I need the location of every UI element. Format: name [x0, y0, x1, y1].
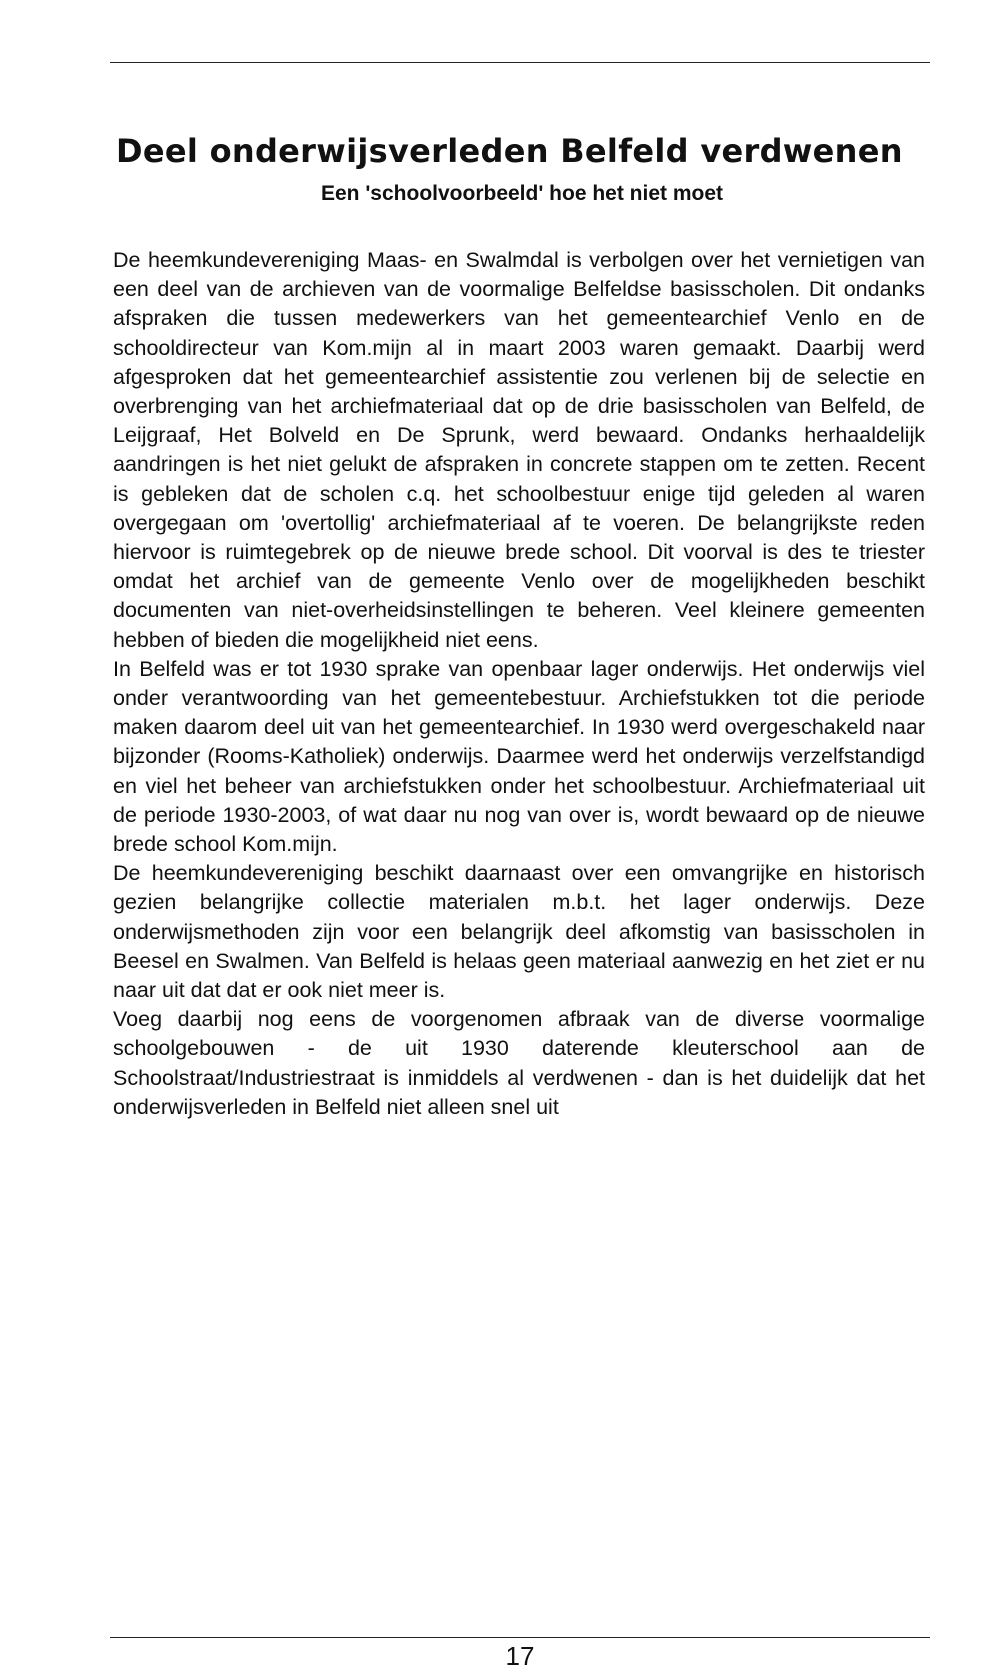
article-title: Deel onderwijsverleden Belfeld verdwenen: [116, 132, 903, 170]
top-rule: [110, 62, 930, 63]
paragraph: Voeg daarbij nog eens de voorgenomen afbraak van de diverse voormalige schoolgebouwen - de uit 1930 daterende kleuterschool aan de Schoolstraat/Industriestraat is inmiddels al verdwenen - dan is het duidelijk dat het onderwijsverleden in Belfeld niet alleen snel uit: [113, 1007, 925, 1119]
paragraph: De heemkundevereniging Maas- en Swalmdal is verbolgen over het vernietigen van een deel van de archieven van de voormalige Belfeldse basisscholen. Dit ondanks afspraken die tussen medewerkers van het gemeentearchief Venlo en de schooldirecteur van Kom.mijn al in maart 2003 waren gemaakt. Daarbij werd afgesproken dat het gemeentearchief assistentie zou verlenen bij de selectie en overbrenging van het archiefmateriaal dat op de drie basisscholen van Belfeld, de Leijgraaf, Het Bolveld en De Sprunk, werd bewaard. Ondanks herhaaldelijk aandringen is het niet gelukt de afspraken in concrete stappen om te zetten. Recent is gebleken dat de scholen c.q. het schoolbestuur enige tijd geleden al waren overgegaan om 'overtollig' archiefmateriaal af te voeren. De belangrijkste reden hiervoor is ruimtegebrek op de nieuwe brede school. Dit voorval is des te triester omdat het archief van de gemeente Venlo over de mogelijkheden beschikt documenten van niet-overheidsinstellingen te beheren. Veel kleinere gemeenten hebben of bieden die mogelijkheid niet eens.: [113, 248, 925, 652]
paragraph: In Belfeld was er tot 1930 sprake van openbaar lager onderwijs. Het onderwijs viel onder verantwoording van het gemeentebestuur. Archiefstukken tot die periode maken daarom deel uit van het gemeentearchief. In 1930 werd overgeschakeld naar bijzonder (Rooms-Katholiek) onderwijs. Daarmee werd het onderwijs verzelfstandigd en viel het beheer van archiefstukken onder het schoolbestuur. Archiefmateriaal uit de periode 1930-2003, of wat daar nu nog van over is, wordt bewaard op de nieuwe brede school Kom.mijn.: [113, 656, 925, 857]
paragraph: De heemkundevereniging beschikt daarnaast over een omvangrijke en historisch gezien belangrijke collectie materialen m.b.t. het lager onderwijs. Deze onderwijsmethoden zijn voor een belangrijk deel afkomstig van basisscholen in Beesel en Swalmen. Van Belfeld is helaas geen materiaal aanwezig en het ziet er nu naar uit dat dat er ook niet meer is.: [113, 861, 925, 1003]
article-subtitle: Een 'schoolvoorbeeld' hoe het niet moet: [320, 182, 724, 205]
bottom-rule: [110, 1637, 930, 1638]
page-number: 17: [505, 1641, 535, 1671]
article-body: [113, 246, 925, 1122]
